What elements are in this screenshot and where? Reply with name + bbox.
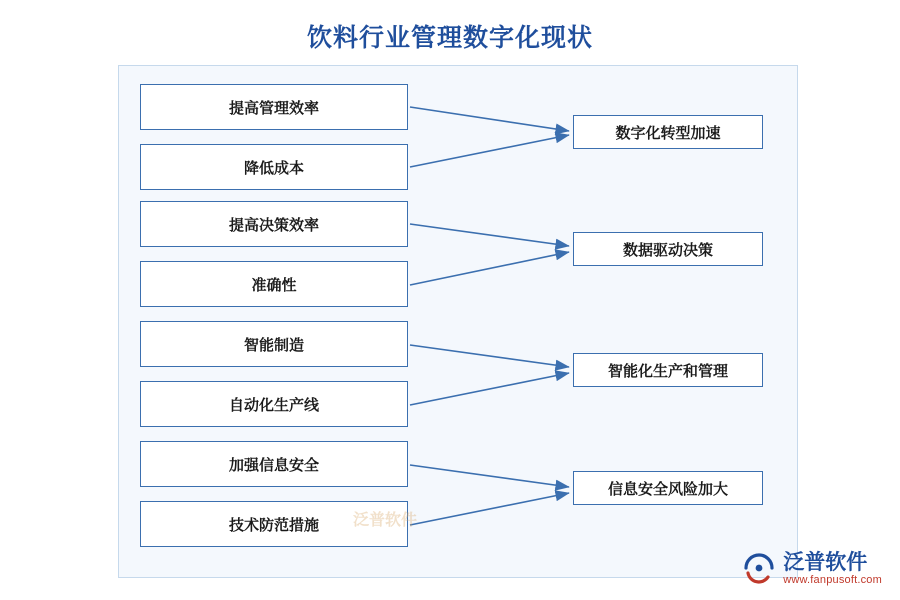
brand-logo <box>742 551 882 586</box>
right-node-4[interactable]: 信息安全风险加大 <box>573 471 763 505</box>
logo-mark-icon <box>742 551 776 585</box>
center-watermark: 泛普软件 <box>352 511 417 529</box>
left-node-5[interactable]: 智能制造 <box>140 321 408 367</box>
left-node-4[interactable]: 准确性 <box>140 261 408 307</box>
left-node-2[interactable]: 降低成本 <box>140 144 408 190</box>
left-node-7[interactable]: 加强信息安全 <box>140 441 408 487</box>
left-node-1[interactable]: 提高管理效率 <box>140 84 408 130</box>
right-node-3[interactable]: 智能化生产和管理 <box>573 353 763 387</box>
right-node-2[interactable]: 数据驱动决策 <box>573 232 763 266</box>
right-node-1[interactable]: 数字化转型加速 <box>573 115 763 149</box>
left-node-3[interactable]: 提高决策效率 <box>140 201 408 247</box>
logo-url: www.fanpusoft.com <box>783 573 882 586</box>
left-node-8[interactable]: 技术防范措施 <box>140 501 408 547</box>
logo-name: 泛普软件 <box>783 549 868 574</box>
page-title: 饮料行业管理数字化现状 <box>306 25 593 52</box>
left-node-6[interactable]: 自动化生产线 <box>140 381 408 427</box>
